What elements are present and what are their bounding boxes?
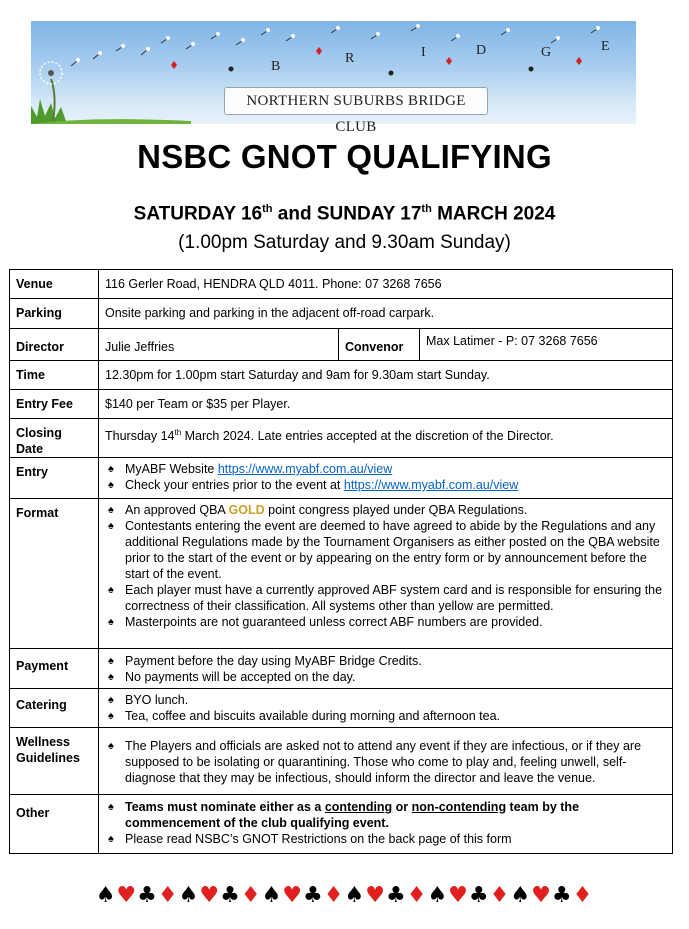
suit-icon: ♠ [344,883,366,908]
row-venue [10,270,673,299]
entry-fee-label: Entry Fee [10,390,99,419]
suit-icon: ♣ [551,883,573,908]
venue-value: 116 Gerler Road, HENDRA QLD 4011. Phone: 07 3268 7656 [99,270,673,299]
convenor-value: Max Latimer - P: 07 3268 7656 [420,329,673,361]
event-dates: SATURDAY 16th and SUNDAY 17th MARCH 2024 [133,203,556,225]
time-label: Time [10,361,99,390]
format-bullet: ♠ Masterpoints are not guaranteed unless correct ABF numbers are provided. [105,614,666,630]
page-title: NSBC GNOT QUALIFYING [137,138,552,175]
suit-icon: ♠ [510,883,532,908]
suit-icon: ♦ [157,883,179,908]
myabf-link[interactable]: https://www.myabf.com.au/view [217,462,393,476]
payment-bullet: ♠ Payment before the day using MyABF Bridge Credits. [105,653,666,669]
suit-icon: ♣ [385,883,407,908]
suit-icon: ♥ [116,883,138,908]
suit-icon: ♠ [95,883,117,908]
convenor-label: Convenor [339,329,420,361]
suit-icon: ♥ [448,883,469,908]
wellness-bullet: ♠ The Players and officials are asked not to attend any event if they are infectious, or if they are supposed to be isolating or quarantining. Those who come to play and, feeling unwell, self-diagnose that they may be infectious, should inform the director and leave the venue. [105,738,666,786]
closing-date-value: Thursday 14th March 2024. Late entries accepted at the discretion of the Director. [99,419,673,458]
footer-suits-row [0,883,689,908]
suit-icon: ♦ [240,883,262,908]
entry-label: Entry [10,458,99,499]
row-closing-date [10,419,673,458]
row-director [10,329,673,361]
format-bullet: ♠ Contestants entering the event are deemed to have agreed to abide by the Regulations and any additional Regulations made by the Tournament Organisers as either posted on the QBA website prior to the start of the event or by appearing on the entry form or by announcement before the start of the event. [105,518,666,582]
catering-label: Catering [10,689,99,728]
director-value: Julie Jeffries [99,329,339,361]
wellness-label: Wellness Guidelines [10,728,99,795]
suit-icon: ♠ [261,883,283,908]
row-entry-fee [10,390,673,419]
row-other [10,795,673,854]
suit-icon: ♦ [406,883,428,908]
banner-letter: D [476,43,487,58]
row-payment [10,649,673,689]
banner-letter: B [271,59,281,74]
event-info-table [9,269,673,854]
row-entry [10,458,673,499]
row-wellness [10,728,673,795]
other-bullet: ♠ Please read NSBC’s GNOT Restrictions on the back page of this form [105,831,666,847]
suit-icon: ♥ [199,883,221,908]
parking-value: Onsite parking and parking in the adjacent off-road carpark. [99,299,673,329]
entry-fee-value: $140 per Team or $35 per Player. [99,390,673,419]
row-catering [10,689,673,728]
parking-label: Parking [10,299,99,329]
suit-icon: ♣ [303,883,324,908]
suit-icon: ♦ [489,883,511,908]
suit-icon: ♣ [220,883,241,908]
venue-label: Venue [10,270,99,299]
banner-letter: E [601,39,610,54]
suit-icon: ♥ [365,883,386,908]
suit-icon: ♦ [572,883,594,908]
suit-icon: ♠ [178,883,200,908]
banner-letter: R [345,51,355,66]
row-format [10,499,673,649]
banner-letter: I [421,45,426,60]
suit-icon: ♣ [468,883,490,908]
myabf-link[interactable]: https://www.myabf.com.au/view [343,478,519,492]
format-label: Format [10,499,99,649]
format-bullet: ♠ Each player must have a currently approved ABF system card and is responsible for ensuring the correctness of their classification. All systems other than yellow are permitted. [105,582,666,614]
director-label: Director [10,329,99,361]
entry-bullet: ♠ Check your entries prior to the event at https://www.myabf.com.au/view [105,477,666,493]
event-times: (1.00pm Saturday and 9.30am Sunday) [178,232,511,253]
banner-letter: G [541,45,552,60]
row-parking [10,299,673,329]
payment-label: Payment [10,649,99,689]
suit-icon: ♥ [282,883,304,908]
catering-bullet: ♠ Tea, coffee and biscuits available during morning and afternoon tea. [105,708,666,724]
payment-bullet: ♠ No payments will be accepted on the day. [105,669,666,685]
header-banner [31,21,636,135]
catering-bullet: ♠ BYO lunch. [105,692,666,708]
club-name: NORTHERN SUBURBS BRIDGE CLUB [224,87,488,115]
entry-bullet: ♠ MyABF Website https://www.myabf.com.au/view [105,461,666,477]
other-bullet: ♠ Teams must nominate either as a contending or non-contending team by the commencement of the club qualifying event. [105,799,666,831]
time-value: 12.30pm for 1.00pm start Saturday and 9am for 9.30am start Sunday. [99,361,673,390]
suit-icon: ♥ [531,883,552,908]
suit-icon: ♦ [323,883,345,908]
suit-icon: ♠ [427,883,449,908]
closing-date-label: Closing Date [10,419,99,458]
row-time [10,361,673,390]
format-bullet: ♠ An approved QBA GOLD point congress played under QBA Regulations. [105,502,666,518]
suit-icon: ♣ [137,883,158,908]
other-label: Other [10,795,99,854]
